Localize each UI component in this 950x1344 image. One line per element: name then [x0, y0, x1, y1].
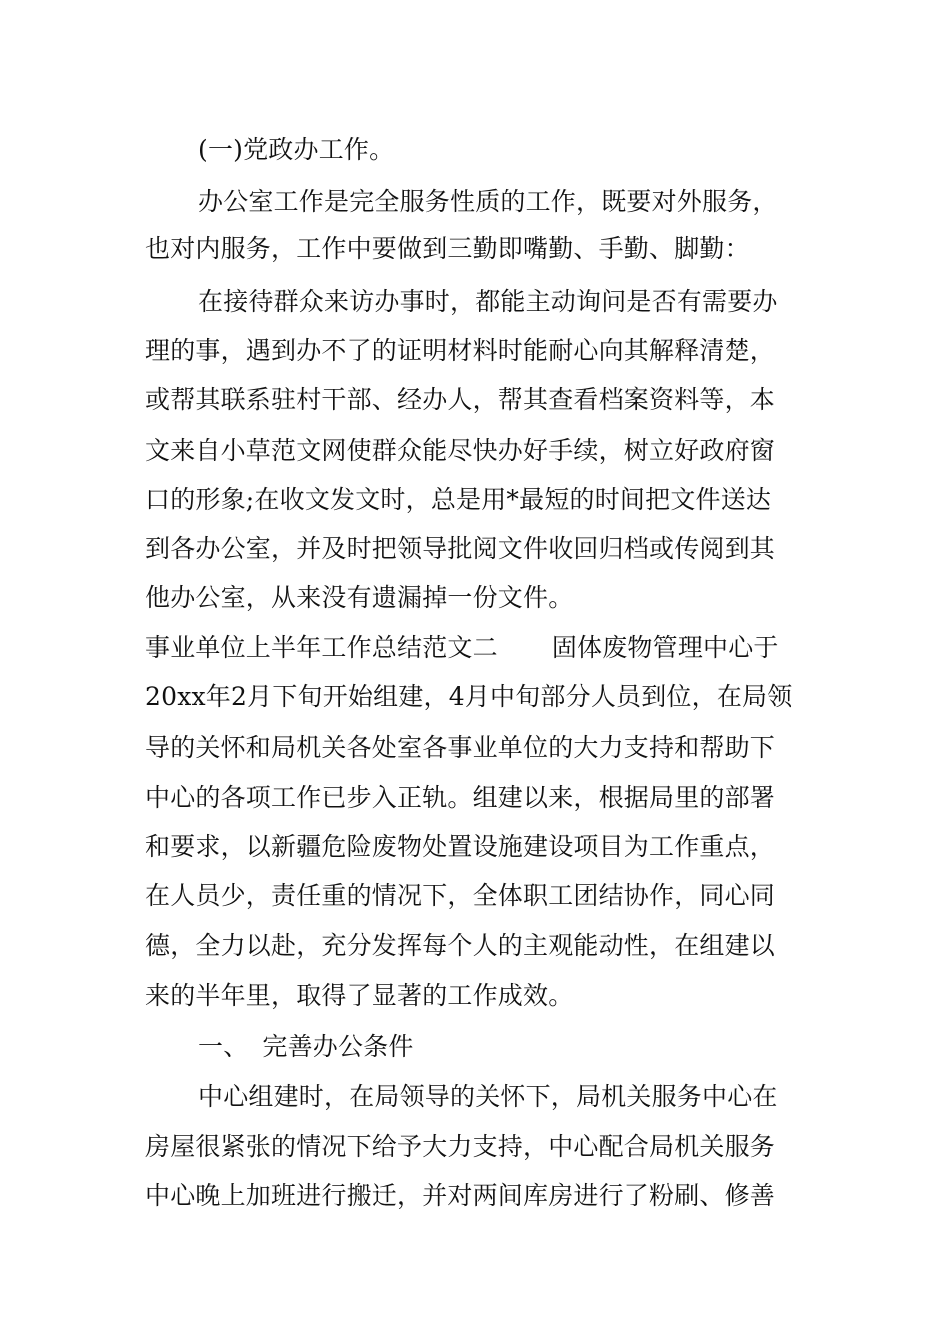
- paragraph-line: 中心组建时，在局领导的关怀下，局机关服务中心在: [198, 1082, 778, 1111]
- paragraph-line: 和要求，以新疆危险废物处置设施建设项目为工作重点，: [145, 832, 776, 861]
- paragraph-line: 也对内服务，工作中要做到三勤即嘴勤、手勤、脚勤：: [145, 234, 750, 263]
- paragraph-line: 或帮其联系驻村干部、经办人，帮其查看档案资料等，本: [145, 385, 776, 414]
- paragraph-line: 在人员少，责任重的情况下，全体职工团结协作，同心同: [145, 881, 776, 910]
- subsection-heading: [198, 1031, 868, 1063]
- paragraph-line: 导的关怀和局机关各处室各事业单位的大力支持和帮助下: [145, 733, 776, 762]
- article-title-line: [145, 632, 815, 664]
- paragraph-line: 口的形象;在收文发文时，总是用*最短的时间把文件送达: [145, 485, 772, 514]
- paragraph-line: 在接待群众来访办事时，都能主动询问是否有需要办: [198, 287, 778, 316]
- paragraph-line: 20xx年2月下旬开始组建，4月中旬部分人员到位，在局领: [145, 682, 793, 711]
- paragraph-line: 到各办公室，并及时把领导批阅文件收回归档或传阅到其: [145, 534, 776, 563]
- subsection-title: 完善办公条件: [262, 1032, 414, 1061]
- paragraph-line: 来的半年里，取得了显著的工作成效。: [145, 981, 574, 1010]
- subsection-number: 一、: [198, 1032, 249, 1061]
- paragraph-line: 德，全力以赴，充分发挥每个人的主观能动性，在组建以: [145, 931, 776, 960]
- paragraph-line: 中心的各项工作已步入正轨。组建以来，根据局里的部署: [145, 783, 776, 812]
- article-title: 事业单位上半年工作总结范文二: [145, 633, 498, 662]
- paragraph-line: 理的事，遇到办不了的证明材料时能耐心向其解释清楚，: [145, 336, 776, 365]
- article-intro: 固体废物管理中心于: [551, 633, 779, 662]
- section-heading: (一)党政办工作。: [198, 135, 395, 164]
- paragraph-line: 文来自小草范文网使群众能尽快办好手续，树立好政府窗: [145, 436, 776, 465]
- paragraph-line: 办公室工作是完全服务性质的工作，既要对外服务，: [198, 187, 778, 216]
- paragraph-line: 中心晚上加班进行搬迁，并对两间库房进行了粉刷、修善: [145, 1181, 776, 1210]
- paragraph-line: 他办公室，从来没有遗漏掉一份文件。: [145, 583, 574, 612]
- paragraph-line: 房屋很紧张的情况下给予大力支持，中心配合局机关服务: [145, 1132, 776, 1161]
